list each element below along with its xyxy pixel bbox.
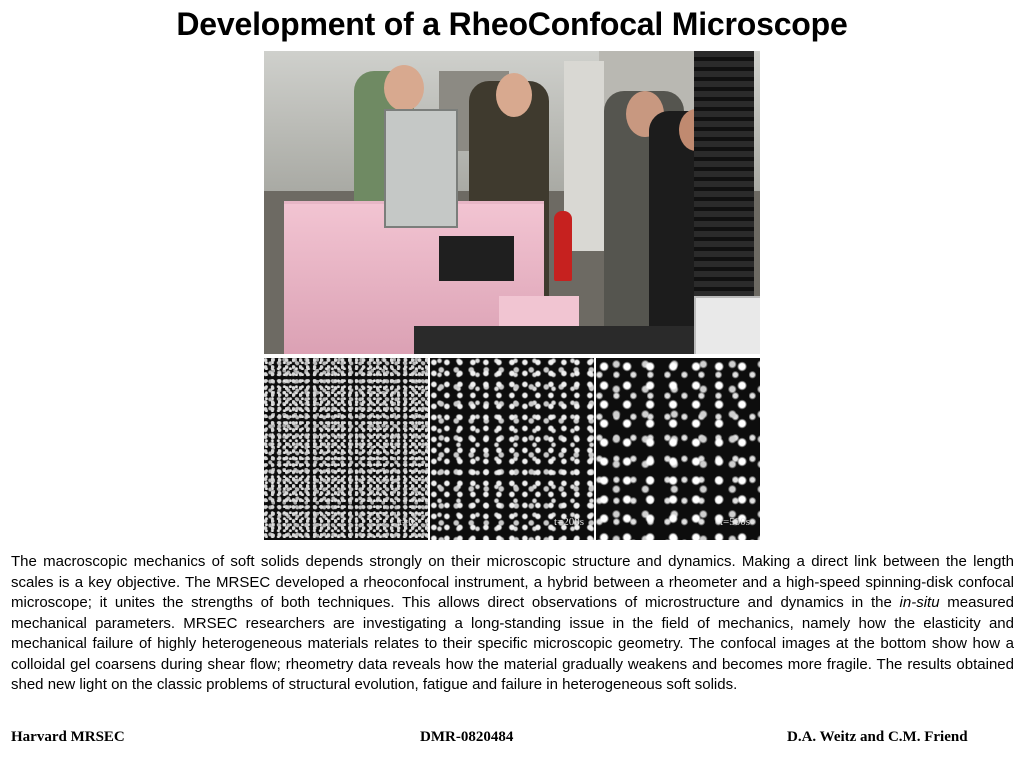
person-2-head: [496, 73, 532, 117]
description-part-2: measured mechanical parameters. MRSEC researchers are investigating a long-standing issue in the field of mechanics, namely how the elasticity and mechanical failure of highly heterogeneous materials relates to their specific microscopic geometry. The confocal images at the bottom show how a colloidal gel coarsens during shear flow; rheometry data reveals how the material gradually weakens and becomes more fragile. The results obtained shed new light on the classic problems of structural evolution, fatigue and failure in heterogeneous soft solids.: [11, 594, 1015, 693]
description-part-1: The macroscopic mechanics of soft solids depends strongly on their microscopic structure and dynamics. Making a direct link between the length scales is a key objective. The MRSEC developed a rheoconfocal instrument, a hybrid between a rheometer and a high-speed spinning-disk confocal microscope; it unites the strengths of both techniques. This allows direct observations of microstructure and dynamics in the: [11, 553, 1014, 611]
confocal-image-t500: [596, 358, 760, 540]
lab-photo: [264, 51, 760, 354]
time-label: t=0s: [398, 516, 418, 528]
confocal-image-t0: [264, 358, 428, 540]
footer-institution: Harvard MRSEC: [11, 729, 125, 745]
fire-extinguisher: [554, 211, 572, 281]
rheometer-unit: [384, 109, 458, 228]
footer-grant-number: DMR-0820484: [420, 729, 514, 745]
description-italic: in-situ: [899, 594, 940, 611]
person-1-head: [384, 65, 424, 111]
time-label: t=500s: [719, 516, 750, 528]
description-paragraph: [11, 552, 1014, 696]
monitor: [694, 296, 760, 354]
time-label: t=200s: [553, 516, 584, 528]
page-title: Development of a RheoConfocal Microscope: [176, 6, 848, 42]
confocal-image-t200: [430, 358, 594, 540]
confocal-scanner: [439, 236, 514, 281]
footer-authors: D.A. Weitz and C.M. Friend: [787, 729, 968, 745]
